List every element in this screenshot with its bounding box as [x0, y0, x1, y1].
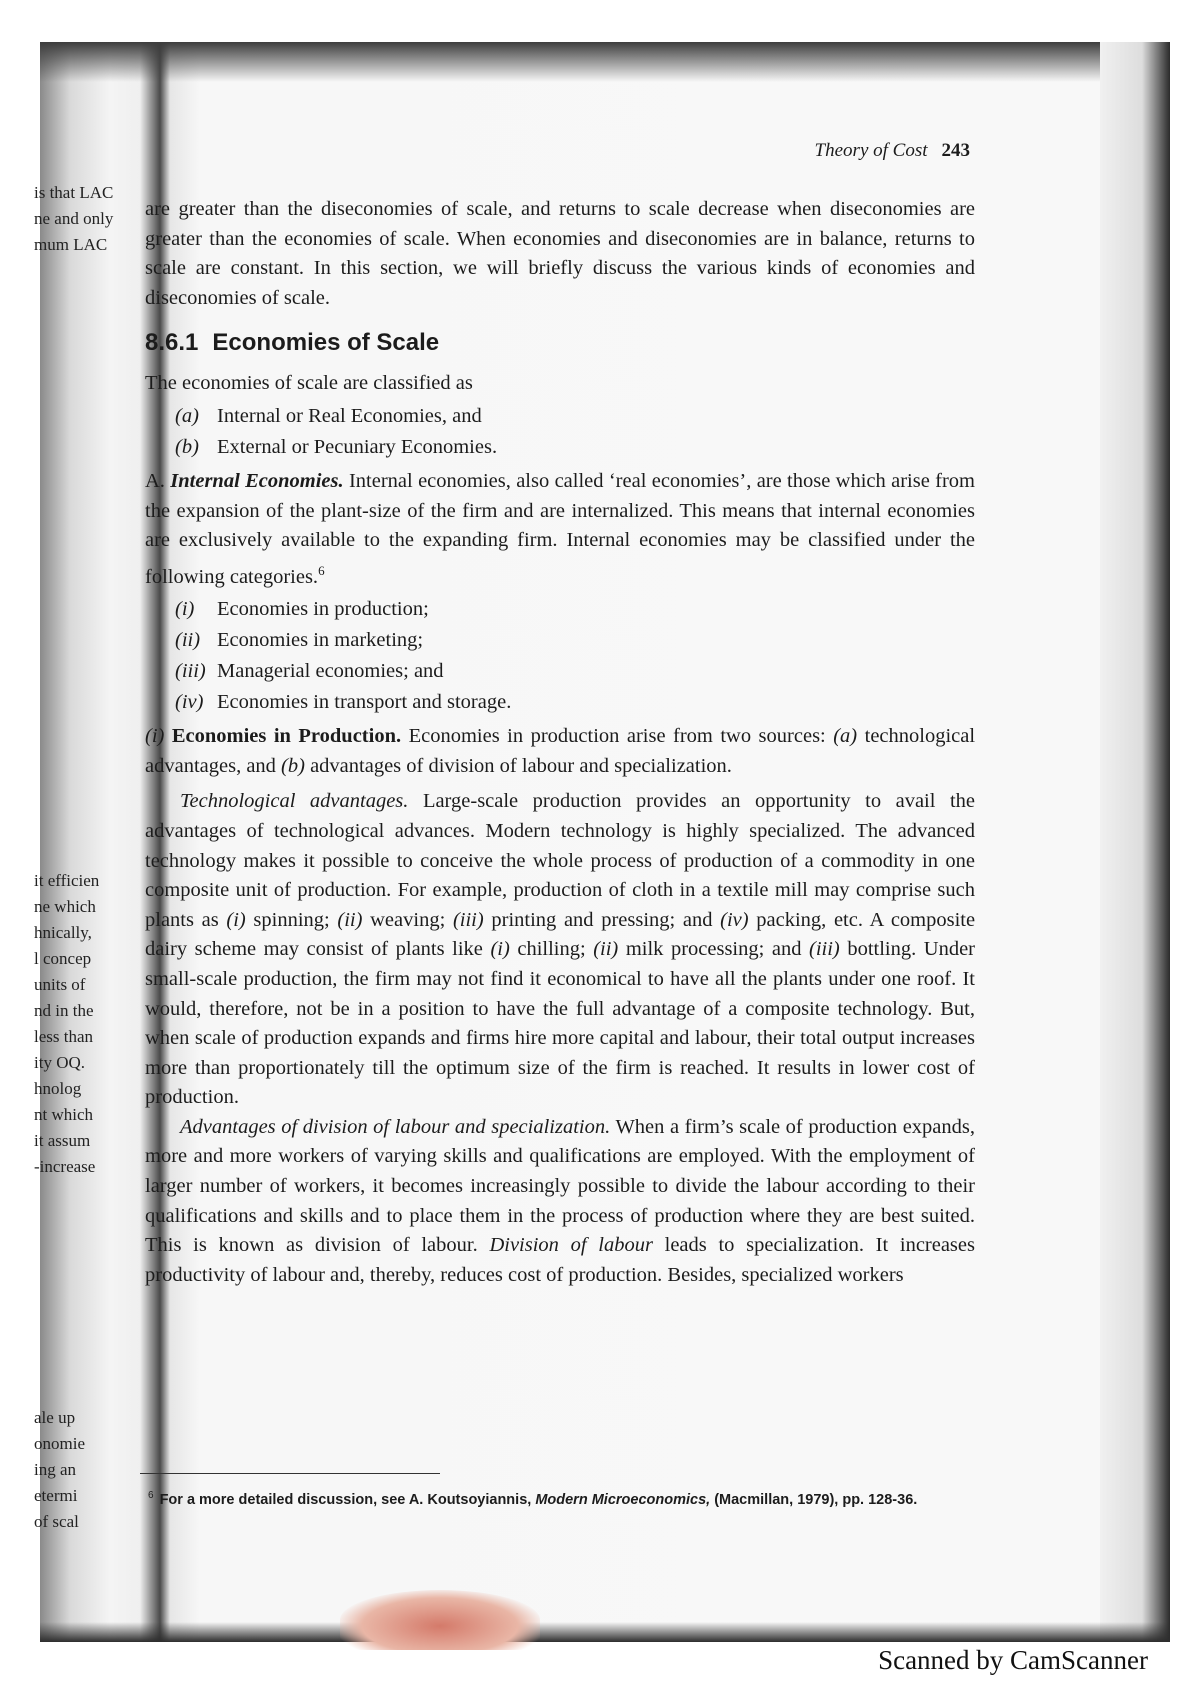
inline-marker: (iii) [809, 938, 840, 961]
fragment-line: it assum [34, 1131, 91, 1150]
thumb-shadow [340, 1590, 540, 1650]
list-text: Economies in marketing; [217, 629, 424, 652]
fragment-line: nt which [34, 1105, 94, 1124]
list-text: Economies in production; [217, 598, 429, 621]
fragment-line: ale up [34, 1408, 76, 1427]
fragment-line: hnolog [34, 1079, 82, 1098]
list-text: External or Pecuniary Economies. [217, 435, 498, 458]
division-paragraph [145, 1113, 975, 1291]
list-item [175, 432, 975, 463]
chapter-title: Theory of Cost [814, 140, 928, 161]
list-marker: (iv) [175, 691, 204, 714]
technological-text: milk processing; and [625, 938, 802, 961]
subsection-letter: A. [145, 469, 165, 492]
fragment-line: ing an [34, 1460, 77, 1479]
fragment-line: nd in the [34, 1001, 94, 1020]
left-page-fragment-bottom [34, 1405, 94, 1535]
inline-marker: (iii) [452, 908, 484, 931]
technological-text: weaving; [370, 908, 446, 931]
list-item [175, 656, 975, 687]
division-term: Division of labour [489, 1234, 653, 1257]
production-label: Economies in Production. [171, 725, 402, 748]
classified-intro: The economies of scale are classified as [145, 372, 473, 395]
technological-text: packing, etc. A composite dairy scheme may consist of plants like [145, 908, 976, 961]
footnote-text: For a more detailed discussion, see A. Koutsoyiannis, [159, 1491, 532, 1508]
list-marker: (i) [175, 598, 195, 621]
fragment-line: it efficien [34, 871, 100, 890]
footnote-divider [140, 1473, 440, 1474]
intro-paragraph: are greater than the diseconomies of scale, and returns to scale decrease when diseconomies are greater than the economies of scale. When economies and diseconomies are in balance, returns to scale are constant. In this section, we will briefly discuss the various kinds of economies and diseconomies of scale. [145, 198, 975, 309]
running-header [660, 140, 970, 162]
list-marker: (ii) [175, 629, 201, 652]
page-bottom-shadow [40, 1622, 1170, 1642]
section-title: Economies of Scale [212, 329, 440, 357]
footnote-text: (Macmillan, 1979), pp. 128-36. [714, 1491, 918, 1508]
production-text: Economies in production arise from two sources: [408, 725, 826, 748]
inline-marker: (i) [226, 908, 246, 931]
fragment-line: ity OQ. [34, 1053, 85, 1072]
list-item [175, 625, 975, 656]
footnote-mark: 6 [148, 1490, 154, 1501]
inline-marker: (ii) [593, 938, 619, 961]
fragment-line: ne which [34, 897, 96, 916]
list-text: Internal or Real Economies, and [217, 404, 482, 427]
list-marker: (a) [175, 404, 199, 427]
inline-marker: (ii) [337, 908, 363, 931]
technological-text: bottling. Under small-scale production, the firm may not find it economical to have all the plants under one roof. It would, therefore, not be in a position to have the full advantage of a composite technology. But, when scale of production expands and firms hire more capital and labour, their total output increases more than proportionately till the optimum size of the firm is reached. It results in lower cost of production. [145, 938, 975, 1109]
footnote [148, 1485, 978, 1511]
footnote-reference[interactable]: 6 [318, 562, 325, 578]
division-label: Advantages of division of labour and specialization. [180, 1115, 611, 1138]
right-page-edge [1100, 42, 1170, 1642]
list-item [175, 687, 975, 718]
technological-text: spinning; [253, 908, 330, 931]
fragment-line: -increase [34, 1157, 96, 1176]
inline-marker: (a) [833, 725, 858, 748]
fragment-line: onomie [34, 1434, 85, 1453]
division-text: When a firm’s scale of production expands, more and more workers of varying skills and qualifications are employed. With the employment of larger number of workers, it becomes increasingly possible to divide the labour according to their qualifications and skills and to place them in the process of production where they are best suited. This is known as division of labour. [145, 1115, 975, 1257]
list-text: Managerial economies; and [217, 660, 444, 683]
section-number: 8.6.1 [145, 329, 199, 357]
section-heading [145, 327, 975, 359]
division-text: leads to specialization. It increases productivity of labour and, thereby, reduces cost of production. Besides, specialized workers [145, 1234, 975, 1286]
fragment-line: units of [34, 975, 86, 994]
page-body [145, 195, 975, 1290]
page-top-shadow [40, 42, 1170, 82]
technological-text: printing and pressing; and [491, 908, 713, 931]
paragraph-marker: (i) [145, 725, 165, 748]
inline-marker: (b) [281, 754, 305, 777]
left-page-fragment-mid [34, 868, 100, 1180]
internal-economies-text: Internal economies, also called ‘real economies’, are those which arise from the expansion of the plant-size of the firm and are internalized. This means that internal economies are exclusively available to the expanding firm. Internal economies may be classified under the following categories. [145, 469, 975, 588]
inline-marker: (i) [490, 938, 510, 961]
fragment-line: l concep [34, 949, 92, 968]
fragment-line: is that LAC [34, 183, 114, 202]
production-paragraph [145, 722, 975, 781]
inline-marker: (iv) [720, 908, 749, 931]
technological-label: Technological advantages. [180, 790, 409, 813]
fragment-line: less than [34, 1027, 94, 1046]
production-text: advantages of division of labour and specialization. [310, 754, 732, 777]
classes-list [175, 401, 975, 463]
technological-text: chilling; [517, 938, 586, 961]
page-number: 243 [941, 140, 970, 161]
scanner-watermark: Scanned by CamScanner [878, 1645, 1148, 1675]
fragment-line: etermi [34, 1486, 78, 1505]
fragment-line: mum LAC [34, 235, 108, 254]
list-item [175, 594, 975, 625]
list-text: Economies in transport and storage. [217, 691, 512, 714]
technological-text: Large-scale production provides an opportunity to avail the advantages of technological advances. Modern technology is highly specialized. The advanced technology makes it possible to conceive the whole process of production of a commodity in one composite unit of production. For example, production of cloth in a textile mill may comprise such plants as [145, 790, 976, 931]
fragment-line: ne and only [34, 209, 114, 228]
categories-list [175, 594, 975, 718]
internal-economies-label: Internal Economies. [170, 469, 344, 492]
fragment-line: hnically, [34, 923, 92, 942]
left-page-fragment-top [34, 180, 114, 258]
list-marker: (iii) [175, 660, 206, 683]
footnote-book-title: Modern Microeconomics, [535, 1491, 711, 1508]
technological-paragraph [145, 787, 975, 1113]
fragment-line: of scal [34, 1512, 79, 1531]
list-item [175, 401, 975, 432]
list-marker: (b) [175, 435, 199, 458]
internal-economies-paragraph [145, 467, 975, 592]
production-text: technological advantages, and [145, 725, 976, 777]
